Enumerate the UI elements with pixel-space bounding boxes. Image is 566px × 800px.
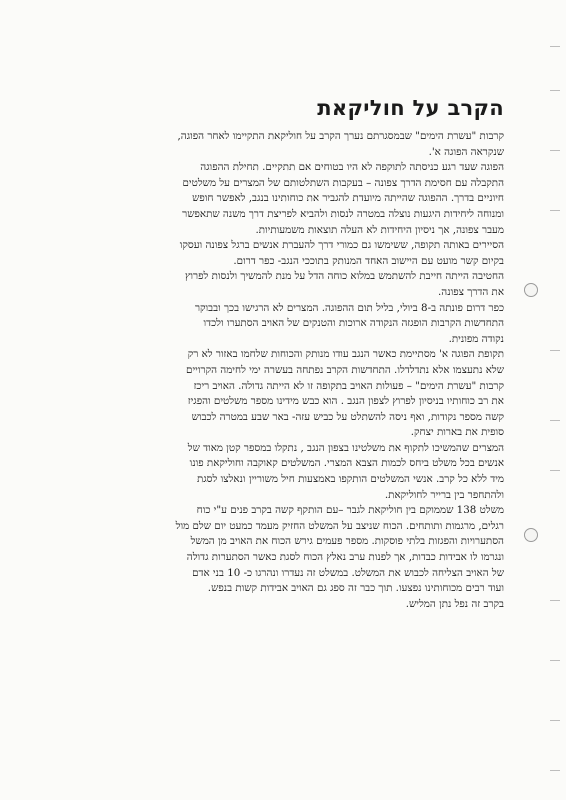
margin-tick bbox=[550, 660, 560, 661]
text-line: שנקראה הפוגה א'. bbox=[428, 145, 504, 158]
margin-tick bbox=[550, 46, 560, 47]
text-line: קרבות "עשרת הימים" שבמסגרתם נערך הקרב על חוליקאת התקיימו לאחר הפוגה, bbox=[177, 130, 504, 142]
text-line: כפר דרום פונתה ב-8 ביולי, בליל תום ההפוגה. המצרים לא הרגישו בכך ובבוקר bbox=[194, 301, 504, 314]
text-line: התחדשות הקרבות הופגזה הנקודה ארוכות והטנקים של האויב הסתערו ולכדו bbox=[203, 317, 504, 330]
text-line: קרבות "עשרת הימים" – פעולות האויב בתקופה זו לא הייתה גדולה. האויב ריכז bbox=[193, 379, 504, 392]
text-line: ונגרמו לו אבידות כבדות, אך לפנות ערב נאלץ הכוח לסגת כאשר הסתערות גדולה bbox=[186, 551, 504, 564]
punch-hole-mark bbox=[524, 528, 538, 542]
text-line: הפוגה שעד רגע כניסתה לתוקפה לא היו בטוחים אם תתקיים. תחילת ההפוגה bbox=[200, 161, 504, 174]
text-line: הסתערויות והפגזות בלתי פוסקות. מספר פעמים גירש הכוח את האויב מן המשל bbox=[190, 535, 504, 548]
text-line: סופית את בארות יצחק. bbox=[410, 426, 504, 439]
text-line: התקבלה עם חסימת הדרך צפונה – בעקבות השתלטותם של המצרים על משלטים bbox=[182, 176, 504, 189]
text-line: המצרים שהמשיכו לתקוף את משלטינו בצפון הנגב , נתקלו במספר קטן מאוד של bbox=[187, 441, 504, 454]
text-line: קשה מספר נקודות, ואף ניסה להשתלט על כביש עזה- באר שבע במטרה לכבוש bbox=[191, 410, 504, 423]
text-line: ועוד רבים מכוחותינו נפצעו. תוך כבר זה ספג גם האויב אבידות קשות בנפש. bbox=[207, 582, 504, 595]
text-line: ומנוחה ליחידות היגעות נוצלה במטרה לנסות ולהביא לפריצת דרך משנה שתאפשר bbox=[182, 207, 504, 220]
text-line: הסיירים באותה תקופה, ששימשו גם כמורי דרך להעברת אנשים ברגל צפונה ועסקו bbox=[179, 239, 504, 252]
text-line: את הדרך צפונה. bbox=[438, 285, 504, 298]
text-line: חיוניים בדרך. ההפוגה שהייתה מיועדת להגביר את כוחותינו בנגב, לאפשר חופש bbox=[192, 192, 504, 205]
text-line: משלט 138 שממוקם בין חוליקאת לגבר –עם הותקף קשה בקרב פנים ע"י כוח bbox=[196, 504, 504, 517]
margin-tick bbox=[550, 420, 560, 421]
text-line: בקיום קשר מועט עם היישוב האחד המנותק בתוככי הנגב- כפר דרום. bbox=[233, 254, 504, 267]
margin-tick bbox=[550, 470, 560, 471]
punch-hole-mark bbox=[524, 283, 538, 297]
margin-tick bbox=[550, 90, 560, 91]
margin-tick bbox=[550, 600, 560, 601]
text-line: רגלים, מרגמות ותותחים. הכוח שניצב על המשלט החזיק מעמד כמעט יום שלם מול bbox=[175, 519, 504, 532]
margin-tick bbox=[550, 350, 560, 351]
text-line: החטיבה הייתה חייבת להשתמש במלוא כוחה הדל על מנת להמשיך ולנסות לפרוץ bbox=[185, 270, 504, 283]
text-line: את רב כוחותיו בניסיון לפרוץ לצפון הנגב . הוא כבש מידינו מספר משלטים והפגיז bbox=[187, 395, 504, 408]
margin-tick bbox=[550, 720, 560, 721]
text-line: שלא נתעצמו אלא נתדלדלו. התחדשות הקרב נפתחה בעשרה ימי לחימה הקרויים bbox=[186, 363, 504, 376]
text-line: מיד ללא כל קרב. אנשי המשלטים הותקפו באמצעות חיל משוריין ונאלצו לסגת bbox=[196, 473, 504, 486]
text-line: נקודה מפונית. bbox=[448, 332, 504, 345]
text-line: של האויב הצליחה לכבוש את המשלט. במשלט זה נעדרו ונהרגו כ- 10 בני אדם bbox=[192, 566, 504, 579]
text-line: מעבר צפונה, אך ניסיון היחידות לא העלה תוצאות משמעותיות. bbox=[255, 223, 504, 236]
margin-tick bbox=[550, 210, 560, 211]
margin-tick bbox=[550, 770, 560, 771]
margin-tick bbox=[550, 150, 560, 151]
text-line: תקופת הפוגה א' מסתיימת כאשר הנגב עודו מנותק והכוחות שלחמו באזור לא רק bbox=[187, 348, 504, 361]
text-line: אנשים בכל משלט ביחס לכמות הצבא המצרי. המשלטים קאוקבה וחוליקאת פונו bbox=[189, 457, 504, 470]
page-title: הקרב על חוליקאת bbox=[317, 96, 504, 120]
text-line: ולהתחפר בין ברייר לחוליקאת. bbox=[384, 488, 504, 501]
text-line: בקרב זה נפל נתן המליש. bbox=[405, 597, 504, 610]
body-text bbox=[56, 129, 504, 612]
